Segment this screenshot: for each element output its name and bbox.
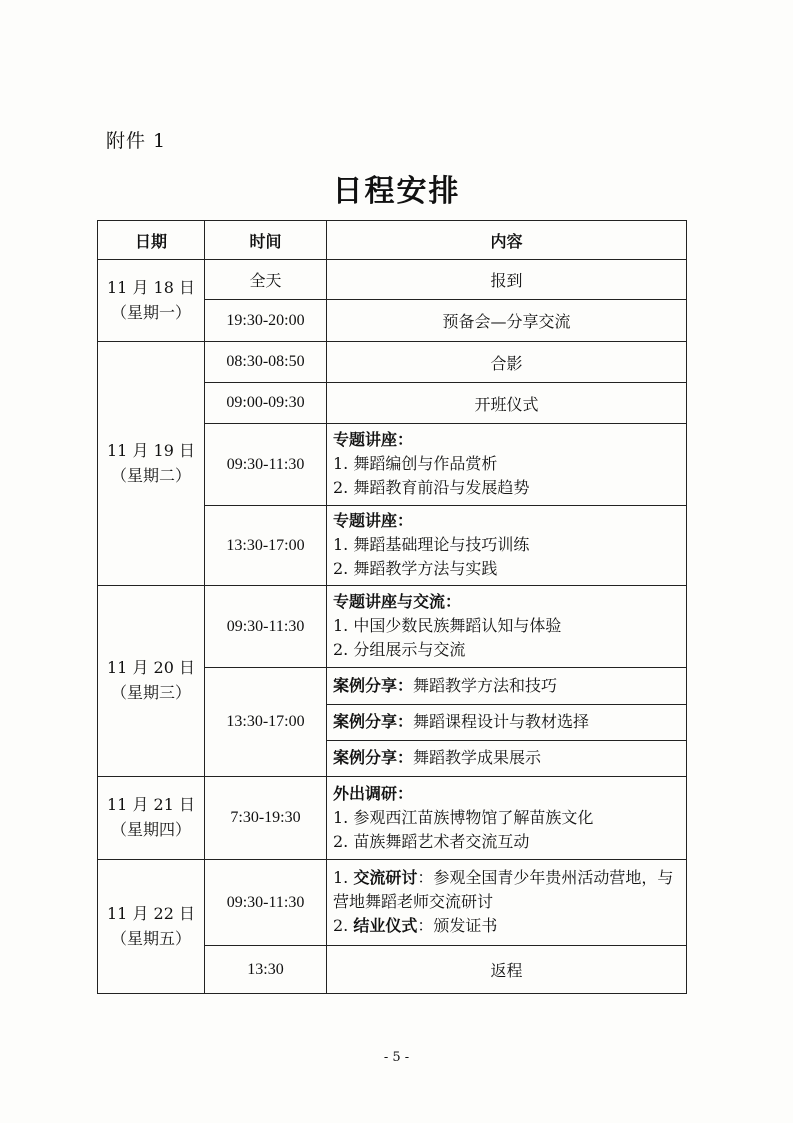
item-number: 2. — [333, 916, 354, 935]
table-row — [98, 342, 687, 383]
date-cell — [98, 777, 205, 860]
time-cell: 13:30-17:00 — [205, 506, 327, 586]
time-cell: 19:30-20:00 — [205, 300, 327, 342]
header-time: 时间 — [205, 221, 327, 260]
page-title: 日程安排 — [332, 174, 461, 209]
case-text: 舞蹈教学成果展示 — [413, 748, 542, 767]
date-cell — [98, 260, 205, 342]
case-text: 舞蹈教学方法和技巧 — [413, 675, 558, 695]
time-cell: 13:30-17:00 — [205, 668, 327, 777]
weekday-text: （星期五） — [110, 928, 191, 948]
content-line: 2. 分组展示与交流 — [333, 640, 466, 659]
weekday-text: （星期一） — [110, 302, 191, 322]
content-line: 1. 参观西江苗族博物馆了解苗族文化 — [333, 807, 594, 827]
content-line — [333, 866, 680, 914]
time-cell: 08:30-08:50 — [205, 342, 327, 383]
date-cell — [98, 860, 205, 994]
content-cell — [327, 424, 687, 506]
content-line: 1. 舞蹈编创与作品赏析 — [333, 454, 498, 473]
date-text: 11 月 19 日 — [107, 440, 195, 460]
content-line: 1. 舞蹈基础理论与技巧训练 — [333, 535, 530, 554]
content-heading: 专题讲座： — [333, 430, 414, 449]
time-cell: 09:00-09:30 — [205, 383, 327, 424]
table-row — [98, 860, 687, 946]
table-row — [98, 586, 687, 668]
table-header-row — [98, 221, 687, 260]
schedule-table — [97, 220, 687, 994]
attachment-label: 附件 1 — [106, 130, 167, 152]
date-text: 11 月 22 日 — [107, 903, 195, 923]
content-line: 2. 舞蹈教育前沿与发展趋势 — [333, 478, 530, 497]
item-label: 交流研讨 — [353, 868, 418, 887]
time-cell: 7:30-19:30 — [205, 777, 327, 860]
content-heading: 外出调研： — [333, 783, 414, 803]
item-label: 结业仪式 — [353, 916, 418, 935]
date-text: 11 月 21 日 — [107, 795, 195, 815]
header-date: 日期 — [98, 221, 205, 260]
case-text: 舞蹈课程设计与教材选择 — [413, 712, 590, 731]
time-cell: 13:30 — [205, 946, 327, 994]
date-cell — [98, 342, 205, 586]
case-label: 案例分享： — [333, 712, 414, 731]
content-cell: 返程 — [327, 946, 687, 994]
page-number: - 5 - — [383, 1050, 410, 1065]
content-heading: 专题讲座与交流： — [333, 592, 462, 611]
date-text: 11 月 18 日 — [107, 277, 195, 297]
content-cell — [327, 741, 687, 777]
time-cell: 09:30-11:30 — [205, 586, 327, 668]
content-cell — [327, 586, 687, 668]
weekday-text: （星期三） — [110, 683, 191, 702]
content-heading: 专题讲座： — [333, 511, 414, 530]
content-cell — [327, 777, 687, 860]
content-cell — [327, 506, 687, 586]
content-line: 2. 苗族舞蹈艺术者交流互动 — [333, 831, 530, 851]
content-cell: 开班仪式 — [327, 383, 687, 424]
content-cell: 合影 — [327, 342, 687, 383]
content-cell: 预备会—分享交流 — [327, 300, 687, 342]
content-line: 1. 中国少数民族舞蹈认知与体验 — [333, 616, 562, 635]
table-row — [98, 260, 687, 300]
item-text: ：参观全国青少年贵州活动营地，与营地舞蹈老师交流研讨 — [333, 868, 674, 911]
weekday-text: （星期四） — [110, 820, 191, 839]
table-row — [98, 777, 687, 860]
content-line: 2. 舞蹈教学方法与实践 — [333, 559, 498, 578]
content-cell: 报到 — [327, 260, 687, 300]
content-line — [333, 914, 680, 938]
case-label: 案例分享： — [333, 675, 414, 695]
case-label: 案例分享： — [333, 748, 414, 767]
time-cell: 09:30-11:30 — [205, 424, 327, 506]
date-text: 11 月 20 日 — [107, 658, 195, 678]
date-cell — [98, 586, 205, 777]
item-number: 1. — [333, 868, 354, 887]
item-text: ：颁发证书 — [417, 916, 498, 935]
content-cell — [327, 860, 687, 946]
content-cell — [327, 668, 687, 705]
content-cell — [327, 705, 687, 741]
header-content: 内容 — [327, 221, 687, 260]
time-cell: 全天 — [205, 260, 327, 300]
weekday-text: （星期二） — [110, 465, 191, 485]
time-cell: 09:30-11:30 — [205, 860, 327, 946]
